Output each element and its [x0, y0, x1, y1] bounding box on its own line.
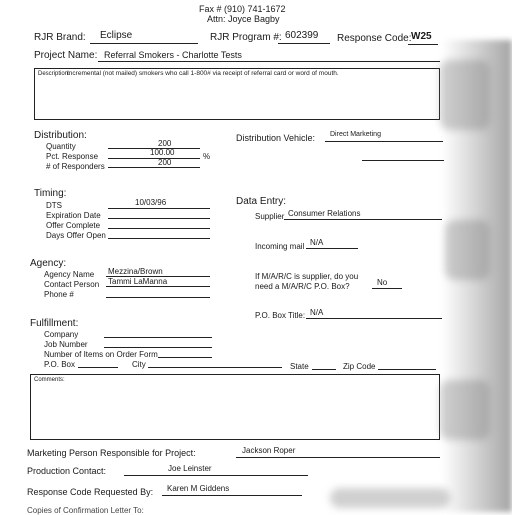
- job-number-label: Job Number: [44, 340, 88, 349]
- description-value: Incremental (not mailed) smokers who call 1-800# via receipt of referral card or word of mouth.: [67, 70, 339, 77]
- vehicle-label: Distribution Vehicle:: [236, 133, 316, 143]
- marketing-person-value: Jackson Roper: [242, 446, 296, 455]
- po-question-underline: [372, 288, 402, 289]
- dts-value: 10/03/96: [135, 198, 167, 207]
- po-question-value: No: [377, 278, 388, 287]
- contact-person-underline: [106, 286, 210, 287]
- agency-heading: Agency:: [30, 258, 67, 269]
- agency-name-value: Mezzina/Brown: [108, 267, 163, 276]
- quantity-label: Quantity: [46, 142, 76, 151]
- scan-smudge-1: [440, 60, 490, 130]
- po-box-title-label: P.O. Box Title:: [255, 311, 306, 320]
- company-underline: [104, 337, 212, 338]
- fax-number: Fax # (910) 741-1672: [199, 4, 286, 14]
- vehicle-value: Direct Marketing: [330, 131, 381, 138]
- project-label: Project Name:: [34, 50, 98, 61]
- company-label: Company: [44, 330, 79, 339]
- copies-label: Copies of Confirmation Letter To:: [27, 506, 144, 515]
- city-label: City: [132, 360, 146, 369]
- distribution-heading: Distribution:: [34, 130, 87, 141]
- vehicle-underline: [325, 141, 443, 142]
- pct-response-value: 100.00: [150, 148, 175, 157]
- responders-label: # of Responders: [46, 162, 105, 171]
- comments-box: [30, 374, 440, 440]
- program-underline: [278, 43, 330, 44]
- description-label: Description:: [38, 71, 70, 77]
- marketing-person-underline: [236, 457, 440, 458]
- attention-line: Attn: Joyce Bagby: [207, 14, 280, 24]
- responders-underline: [108, 167, 200, 168]
- contact-person-value: Tammi LaManna: [108, 277, 168, 286]
- brand-label: RJR Brand:: [34, 32, 86, 43]
- brand-underline: [90, 43, 198, 44]
- offer-complete-label: Offer Complete: [46, 221, 101, 230]
- scan-smudge-3: [440, 380, 490, 440]
- response-requested-value: Karen M Giddens: [167, 484, 230, 493]
- job-number-underline: [104, 347, 212, 348]
- comments-label: Comments:: [34, 377, 65, 383]
- items-label: Number of Items on Order Form: [44, 350, 158, 359]
- production-contact-value: Joe Leinster: [168, 464, 212, 473]
- days-open-underline: [108, 238, 210, 239]
- agency-phone-underline: [106, 297, 210, 298]
- response-code-value: W25: [411, 31, 432, 42]
- po-question-line1: If M/A/R/C is supplier, do you: [255, 272, 359, 281]
- items-underline: [158, 357, 212, 358]
- po-box-underline: [78, 367, 118, 368]
- incoming-mail-label: Incoming mail: [255, 242, 305, 251]
- days-open-label: Days Offer Open: [46, 231, 106, 240]
- zip-code-underline: [378, 369, 436, 370]
- supplier-underline: [284, 219, 442, 220]
- supplier-label: Supplier: [255, 212, 285, 221]
- scan-smudge-2: [445, 220, 490, 280]
- production-contact-label: Production Contact:: [27, 466, 107, 476]
- timing-heading: Timing:: [34, 188, 67, 199]
- scan-smudge-4: [330, 488, 450, 508]
- project-value: Referral Smokers - Charlotte Tests: [104, 50, 242, 60]
- project-underline: [98, 61, 440, 62]
- brand-value: Eclipse: [100, 30, 133, 41]
- quantity-value: 200: [158, 139, 172, 148]
- agency-phone-label: Phone #: [44, 290, 74, 299]
- contact-person-label: Contact Person: [44, 280, 100, 289]
- agency-name-label: Agency Name: [44, 270, 95, 279]
- po-box-title-underline: [306, 318, 442, 319]
- expiration-underline: [108, 218, 210, 219]
- dts-label: DTS: [46, 201, 62, 210]
- dts-underline: [108, 208, 210, 209]
- state-underline: [312, 369, 336, 370]
- response-requested-underline: [162, 495, 302, 496]
- supplier-value: Consumer Relations: [288, 209, 361, 218]
- pct-response-underline: [108, 158, 200, 159]
- program-value: 602399: [285, 30, 319, 41]
- response-code-label: Response Code:: [337, 33, 412, 44]
- po-box-title-value: N/A: [310, 308, 324, 317]
- response-code-underline: [408, 44, 438, 45]
- responders-value: 200: [158, 158, 172, 167]
- po-box-label: P.O. Box: [44, 360, 75, 369]
- state-label: State: [290, 362, 309, 371]
- production-contact-underline: [124, 475, 308, 476]
- po-question-line2: need a M/A/R/C P.O. Box?: [255, 282, 350, 291]
- fulfillment-heading: Fulfillment:: [30, 318, 79, 329]
- marketing-person-label: Marketing Person Responsible for Project:: [27, 448, 196, 458]
- incoming-mail-underline: [306, 248, 358, 249]
- incoming-mail-value: N/A: [310, 238, 324, 247]
- data-entry-heading: Data Entry:: [236, 196, 287, 207]
- response-requested-label: Response Code Requested By:: [27, 487, 154, 497]
- pct-response-unit: %: [203, 152, 211, 161]
- vehicle-underline-2: [362, 160, 444, 161]
- zip-code-label: Zip Code: [343, 362, 376, 371]
- program-label: RJR Program #:: [210, 32, 282, 43]
- pct-response-label: Pct. Response: [46, 152, 99, 161]
- city-underline: [148, 367, 282, 368]
- expiration-label: Expiration Date: [46, 211, 101, 220]
- offer-complete-underline: [108, 228, 210, 229]
